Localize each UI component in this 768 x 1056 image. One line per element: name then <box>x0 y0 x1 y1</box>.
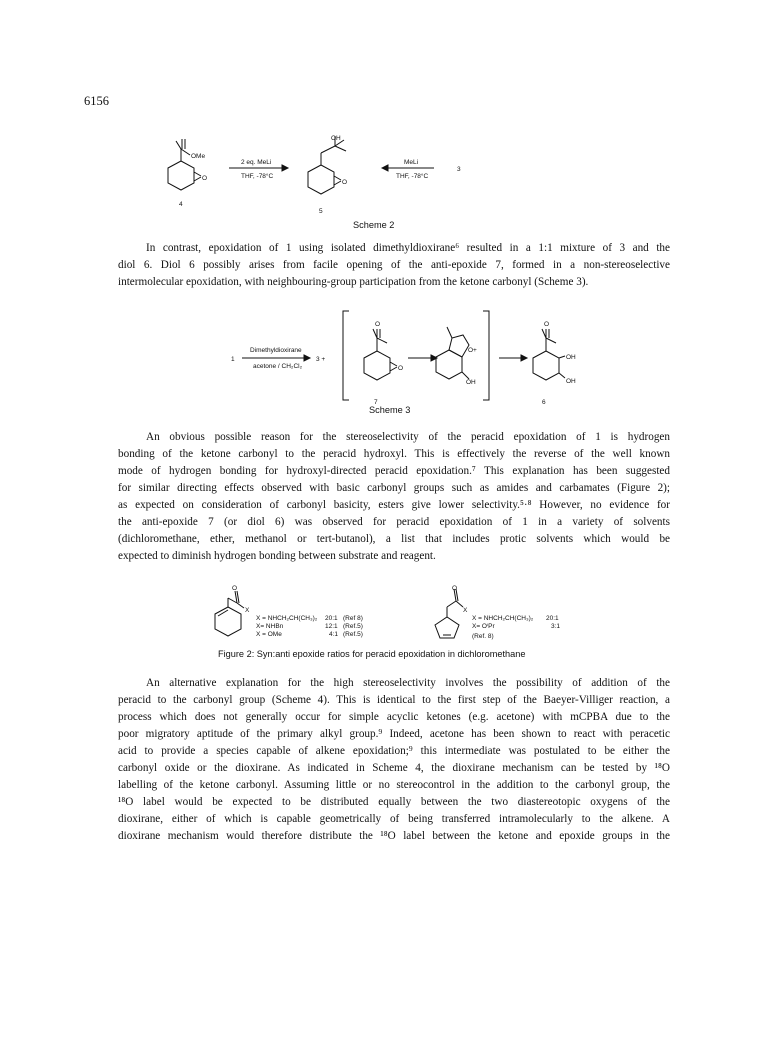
paragraph-2-line: bonding of the ketone carbonyl to the peracid hydroxyl. This is effectively the reverse of the well known <box>118 448 670 460</box>
paragraph-2-line: as expected on consideration of carbonyl basicity, esters give lower selectivity.⁵·⁸ However, no evidence for <box>118 499 670 511</box>
left-ratio-1: 20:1 <box>325 615 338 622</box>
plus-product-3: 3 + <box>316 356 326 363</box>
conditions-2: THF, -78°C <box>396 173 429 180</box>
compound-5-structure <box>308 136 346 194</box>
right-sub-1: X = NHCH₂CH(CH₃)₂ <box>472 615 534 622</box>
paragraph-3 <box>118 675 670 845</box>
paragraph-3-line: acid to provide a species capable of alkene epoxidation;⁹ this intermediate was postulated to be either the <box>118 745 670 757</box>
page-number: 6156 <box>84 94 109 108</box>
paragraph-1-line: In contrast, epoxidation of 1 using isolated dimethyldioxirane⁶ resulted in a 1:1 mixture of 3 and the <box>146 242 670 254</box>
figure-2-caption: Figure 2: Syn:anti epoxide ratios for peracid epoxidation in dichloromethane <box>218 649 526 659</box>
paragraph-2-line: mode of hydrogen bonding for hydroxyl-directed peracid epoxidation.⁷ This explanation has been suggested <box>118 465 670 477</box>
epoxide-o-label-4: O <box>202 175 208 182</box>
paragraph-3-line: peracid to the carbonyl group (Scheme 4). This is identical to the first step of the Baeyer-Villiger reaction, a <box>118 694 670 706</box>
paragraph-2-line: An obvious possible reason for the stereoselectivity of the peracid epoxidation of 1 is hydrogen <box>146 431 670 443</box>
hydroxyl-label-intermediate: OH <box>466 379 476 386</box>
paragraph-3-line: ¹⁸O label would be expected to be distributed equally between the two diastereotopic oxygens of the <box>118 796 670 808</box>
paragraph-3-line: dioxirane, either of which is capable geometrically of being transferred intramolecularly to the alkene. A <box>118 813 670 825</box>
paragraph-1-line: diol 6. Diol 6 possibly arises from facile opening of the anti-epoxide 7, formed in a non-stereoselective <box>118 259 670 271</box>
starting-material-1: 1 <box>231 356 235 363</box>
paragraph-3-line: process which does not generally occur for simple acyclic ketones (e.g. acetone) with mCPBA due to the <box>118 711 670 723</box>
oxonium-intermediate-structure <box>436 327 469 379</box>
paragraph-3-line: poor migratory aptitude of the primary alkyl group.⁹ Indeed, acetone has been shown to react with peracetic <box>118 728 670 740</box>
solvent-acetone-ch2cl2: acetone / CH₂Cl₂ <box>253 363 303 370</box>
compound-4-number: 4 <box>179 201 183 208</box>
right-x-label: X <box>463 607 468 614</box>
right-carbonyl-o: O <box>452 585 458 592</box>
paragraph-2-line: the anti-epoxide 7 (or diol 6) was observed for peracid epoxidation of 1 in a variety of solvents <box>118 516 670 528</box>
left-ref-1: (Ref 8) <box>343 615 363 622</box>
reagent-dimethyldioxirane: Dimethyldioxirane <box>250 347 302 354</box>
compound-7-structure <box>364 329 397 380</box>
right-bracket <box>483 311 489 400</box>
reagent-meli: MeLi <box>404 159 419 166</box>
epoxide-o-label-5: O <box>342 179 348 186</box>
paragraph-3-line: carbonyl oxide or the dioxirane. As indicated in Scheme 4, the dioxirane mechanism can be tested by ¹⁸O <box>118 762 670 774</box>
paragraph-2-line: expected to diminish hydrogen bonding between substrate and reagent. <box>118 550 436 562</box>
scheme-3-caption: Scheme 3 <box>369 405 411 415</box>
left-carbonyl-o: O <box>232 585 238 592</box>
paragraph-3-line: dioxirane mechanism would therefore distribute the ¹⁸O label between the ketone and epoxide groups in the <box>118 830 670 842</box>
hydroxyl-label-6a: OH <box>566 354 576 361</box>
scheme-2-diagram <box>0 128 768 228</box>
left-sub-2: X= NHBn <box>256 623 284 630</box>
epoxide-o-7: O <box>398 365 404 372</box>
carbonyl-o-6: O <box>544 321 550 328</box>
reagent-2eq-meli: 2 eq. MeLi <box>241 159 272 166</box>
left-ratio-2: 12:1 <box>325 623 338 630</box>
hydroxyl-label-5: OH <box>331 135 341 142</box>
paragraph-2-line: (dichloromethane, ether, methanol or tert-butanol), a list that includes protic solvents which would be <box>118 533 670 545</box>
paragraph-2-line: for similar directing effects observed with basic carbonyl groups such as amides and carbamates (Figure 2); <box>118 482 670 494</box>
left-sub-3: X = OMe <box>256 631 282 638</box>
left-bracket <box>343 311 349 400</box>
right-ratio-1: 20:1 <box>546 615 559 622</box>
ester-group-label: OMe <box>191 153 206 160</box>
scheme-2-caption: Scheme 2 <box>353 220 395 230</box>
conditions-1: THF, -78°C <box>241 173 274 180</box>
compound-7-number: 7 <box>374 399 378 406</box>
hydroxyl-label-6b: OH <box>566 378 576 385</box>
right-ratio-2: 3:1 <box>551 623 561 630</box>
paragraph-1-line: intermolecular epoxidation, with neighbouring-group participation from the ketone carbonyl (Scheme 3). <box>118 276 589 288</box>
compound-6-number: 6 <box>542 399 546 406</box>
left-ref-2: (Ref.5) <box>343 623 363 630</box>
right-ref: (Ref. 8) <box>472 633 494 640</box>
paragraph-2 <box>118 429 670 565</box>
paragraph-3-line: An alternative explanation for the high stereoselectivity involves the possibility of addition of the <box>146 677 670 689</box>
cyclohexenyl-amide-structure <box>215 591 244 636</box>
left-ratio-3: 4:1 <box>329 631 339 638</box>
compound-3-number: 3 <box>457 166 461 173</box>
scheme-3-diagram <box>0 300 768 420</box>
left-sub-1: X = NHCH₂CH(CH₃)₂ <box>256 615 318 622</box>
paragraph-1 <box>118 240 670 291</box>
left-x-label: X <box>245 607 250 614</box>
right-sub-2: X= OⁱPr <box>472 623 495 630</box>
diol-6-structure <box>533 329 565 380</box>
carbonyl-o-7: O <box>375 321 381 328</box>
paragraph-3-line: labelling of the ketone carbonyl. Assuming little or no stereocontrol in the addition to the carbonyl group, the <box>118 779 670 791</box>
cyclopentenyl-amide-structure <box>435 589 463 638</box>
compound-5-number: 5 <box>319 208 323 215</box>
left-ref-3: (Ref.5) <box>343 631 363 638</box>
figure-2-diagram <box>0 582 768 652</box>
compound-4-structure <box>168 139 201 190</box>
oxonium-label: O+ <box>468 347 477 354</box>
